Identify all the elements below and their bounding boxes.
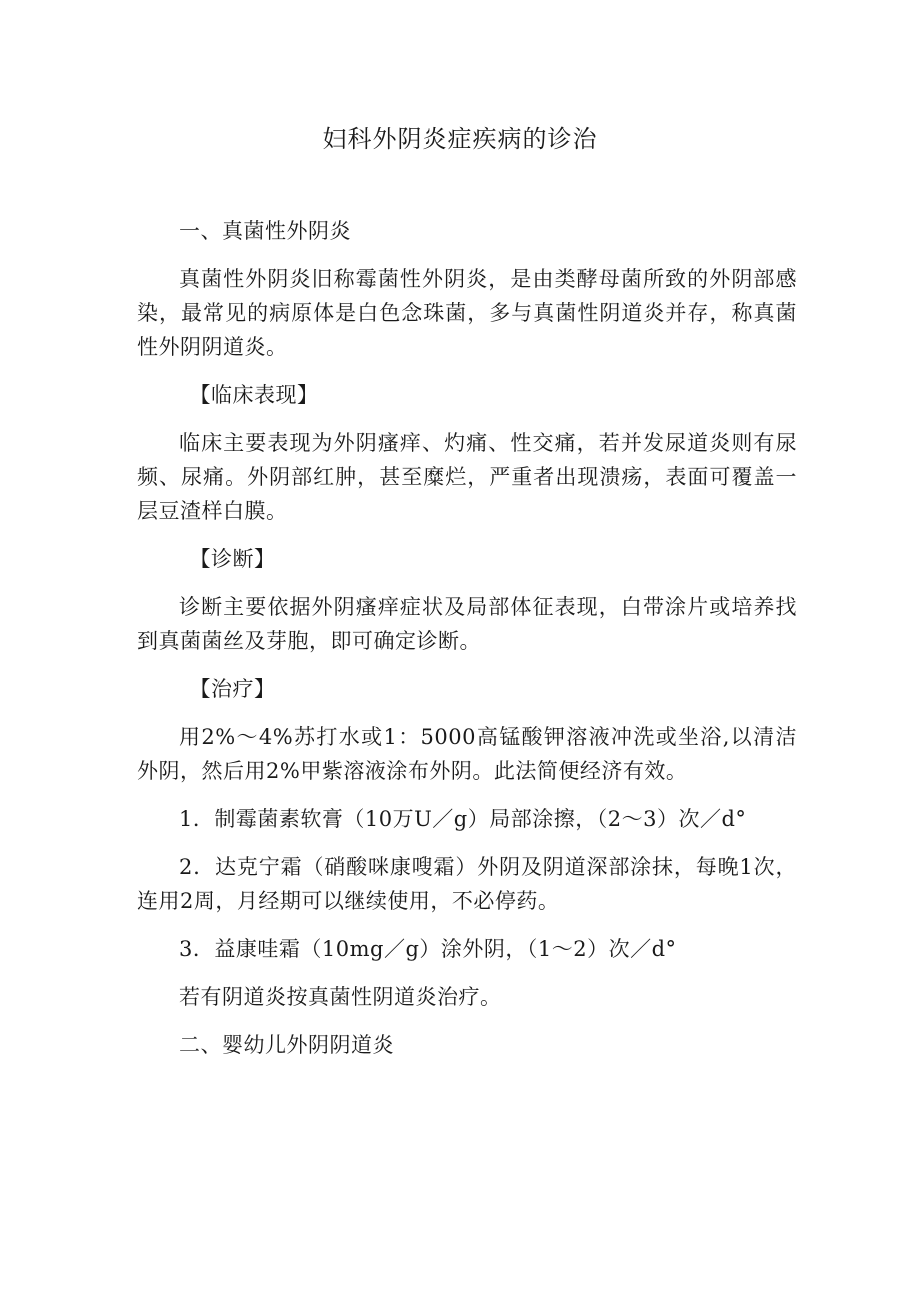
treatment-item-3: 3．益康哇霜（10mg／g）涂外阴，（1～2）次／d°	[179, 937, 677, 961]
subheading-clinical-manifestations: 【临床表现】	[189, 383, 319, 407]
paragraph-treatment: 用2%～4%苏打水或1：5000高锰酸钾溶液冲洗或坐浴,以清洁外阴，然后用2%甲紫溶液涂布外阴。此法简便经济有效。	[137, 725, 797, 783]
subheading-treatment: 【治疗】	[189, 677, 276, 701]
treatment-item-2: 2．达克宁霜（硝酸咪康嗖霜）外阴及阴道深部涂抹，每晚1次，连用2周，月经期可以继续使用，不必停药。	[137, 855, 797, 913]
paragraph-diagnosis: 诊断主要依据外阴瘙痒症状及局部体征表现，白带涂片或培养找到真菌菌丝及芽胞，即可确定诊断。	[137, 595, 797, 653]
document-body	[137, 214, 797, 1076]
document-title: 妇科外阴炎症疾病的诊治	[322, 125, 598, 153]
treatment-item-1: 1．制霉菌素软膏（10万U／g）局部涂擦，（2～3）次／d°	[179, 807, 747, 831]
paragraph-vaginitis-note: 若有阴道炎按真菌性阴道炎治疗。	[179, 985, 502, 1009]
paragraph-definition: 真菌性外阴炎旧称霉菌性外阴炎，是由类酵母菌所致的外阴部感染，最常见的病原体是白色念珠菌，多与真菌性阴道炎并存，称真菌性外阴阴道炎。	[137, 267, 797, 359]
section-heading-infant-vulvovaginitis: 二、婴幼儿外阴阴道炎	[179, 1033, 394, 1057]
section-heading-fungal-vulvitis: 一、真菌性外阴炎	[179, 219, 351, 243]
subheading-diagnosis: 【诊断】	[189, 547, 276, 571]
paragraph-clinical-manifestations: 临床主要表现为外阴瘙痒、灼痛、性交痛，若并发尿道炎则有尿频、尿痛。外阴部红肿，甚至糜烂，严重者出现溃疡，表面可覆盖一层豆渣样白膜。	[137, 431, 797, 523]
